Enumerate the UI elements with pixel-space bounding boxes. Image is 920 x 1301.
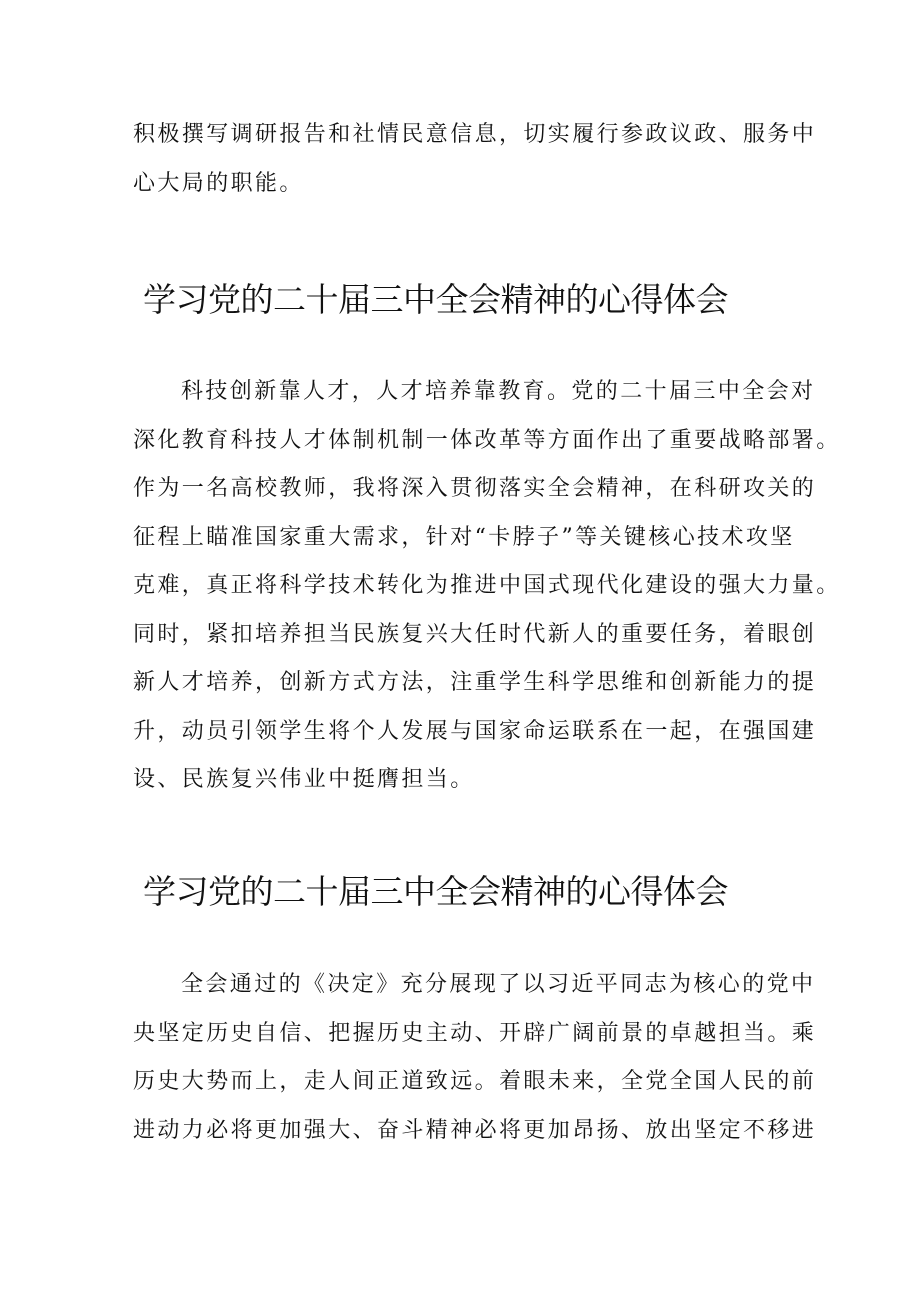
paragraph-line: 作为一名高校教师，我将深入贯彻落实全会精神，在科研攻关的	[133, 476, 817, 501]
paragraph-line: 升，动员引领学生将个人发展与国家命运联系在一起，在强国建	[133, 718, 817, 744]
section-heading: 学习党的二十届三中全会精神的心得体会	[143, 872, 728, 911]
paragraph-line: 央坚定历史自信、把握历史主动、开辟广阔前景的卓越担当。乘	[133, 1020, 817, 1046]
paragraph-line: 历史大势而上，走人间正道致远。着眼未来，全党全国人民的前	[133, 1069, 817, 1094]
paragraph-line: 心大局的职能。	[133, 170, 304, 196]
paragraph-line: 进动力必将更加强大、奋斗精神必将更加昂扬、放出坚定不移进	[133, 1117, 817, 1143]
paragraph-line: 征程上瞄准国家重大需求，针对“卡脖子”等关键核心技术攻坚	[133, 524, 795, 550]
paragraph-line: 全会通过的《决定》充分展现了以习近平同志为核心的党中	[181, 972, 816, 997]
intro-paragraph	[133, 111, 817, 208]
paragraph-line: 新人才培养，创新方式方法，注重学生科学思维和创新能力的提	[133, 670, 817, 695]
paragraph-line: 设、民族复兴伟业中挺膺担当。	[133, 767, 475, 792]
paragraph-line: 同时，紧扣培养担当民族复兴大任时代新人的重要任务，着眼创	[133, 621, 817, 647]
paragraph-line: 积极撰写调研报告和社情民意信息，切实履行参政议政、服务中	[133, 122, 817, 147]
section-paragraph	[133, 961, 817, 1155]
section-heading: 学习党的二十届三中全会精神的心得体会	[143, 280, 728, 319]
paragraph-line: 深化教育科技人才体制机制一体改革等方面作出了重要战略部署。	[133, 427, 841, 453]
paragraph-line: 克难，真正将科学技术转化为推进中国式现代化建设的强大力量。	[133, 573, 841, 598]
paragraph-line: 科技创新靠人才，人才培养靠教育。党的二十届三中全会对	[181, 379, 816, 404]
section-paragraph	[133, 368, 841, 805]
